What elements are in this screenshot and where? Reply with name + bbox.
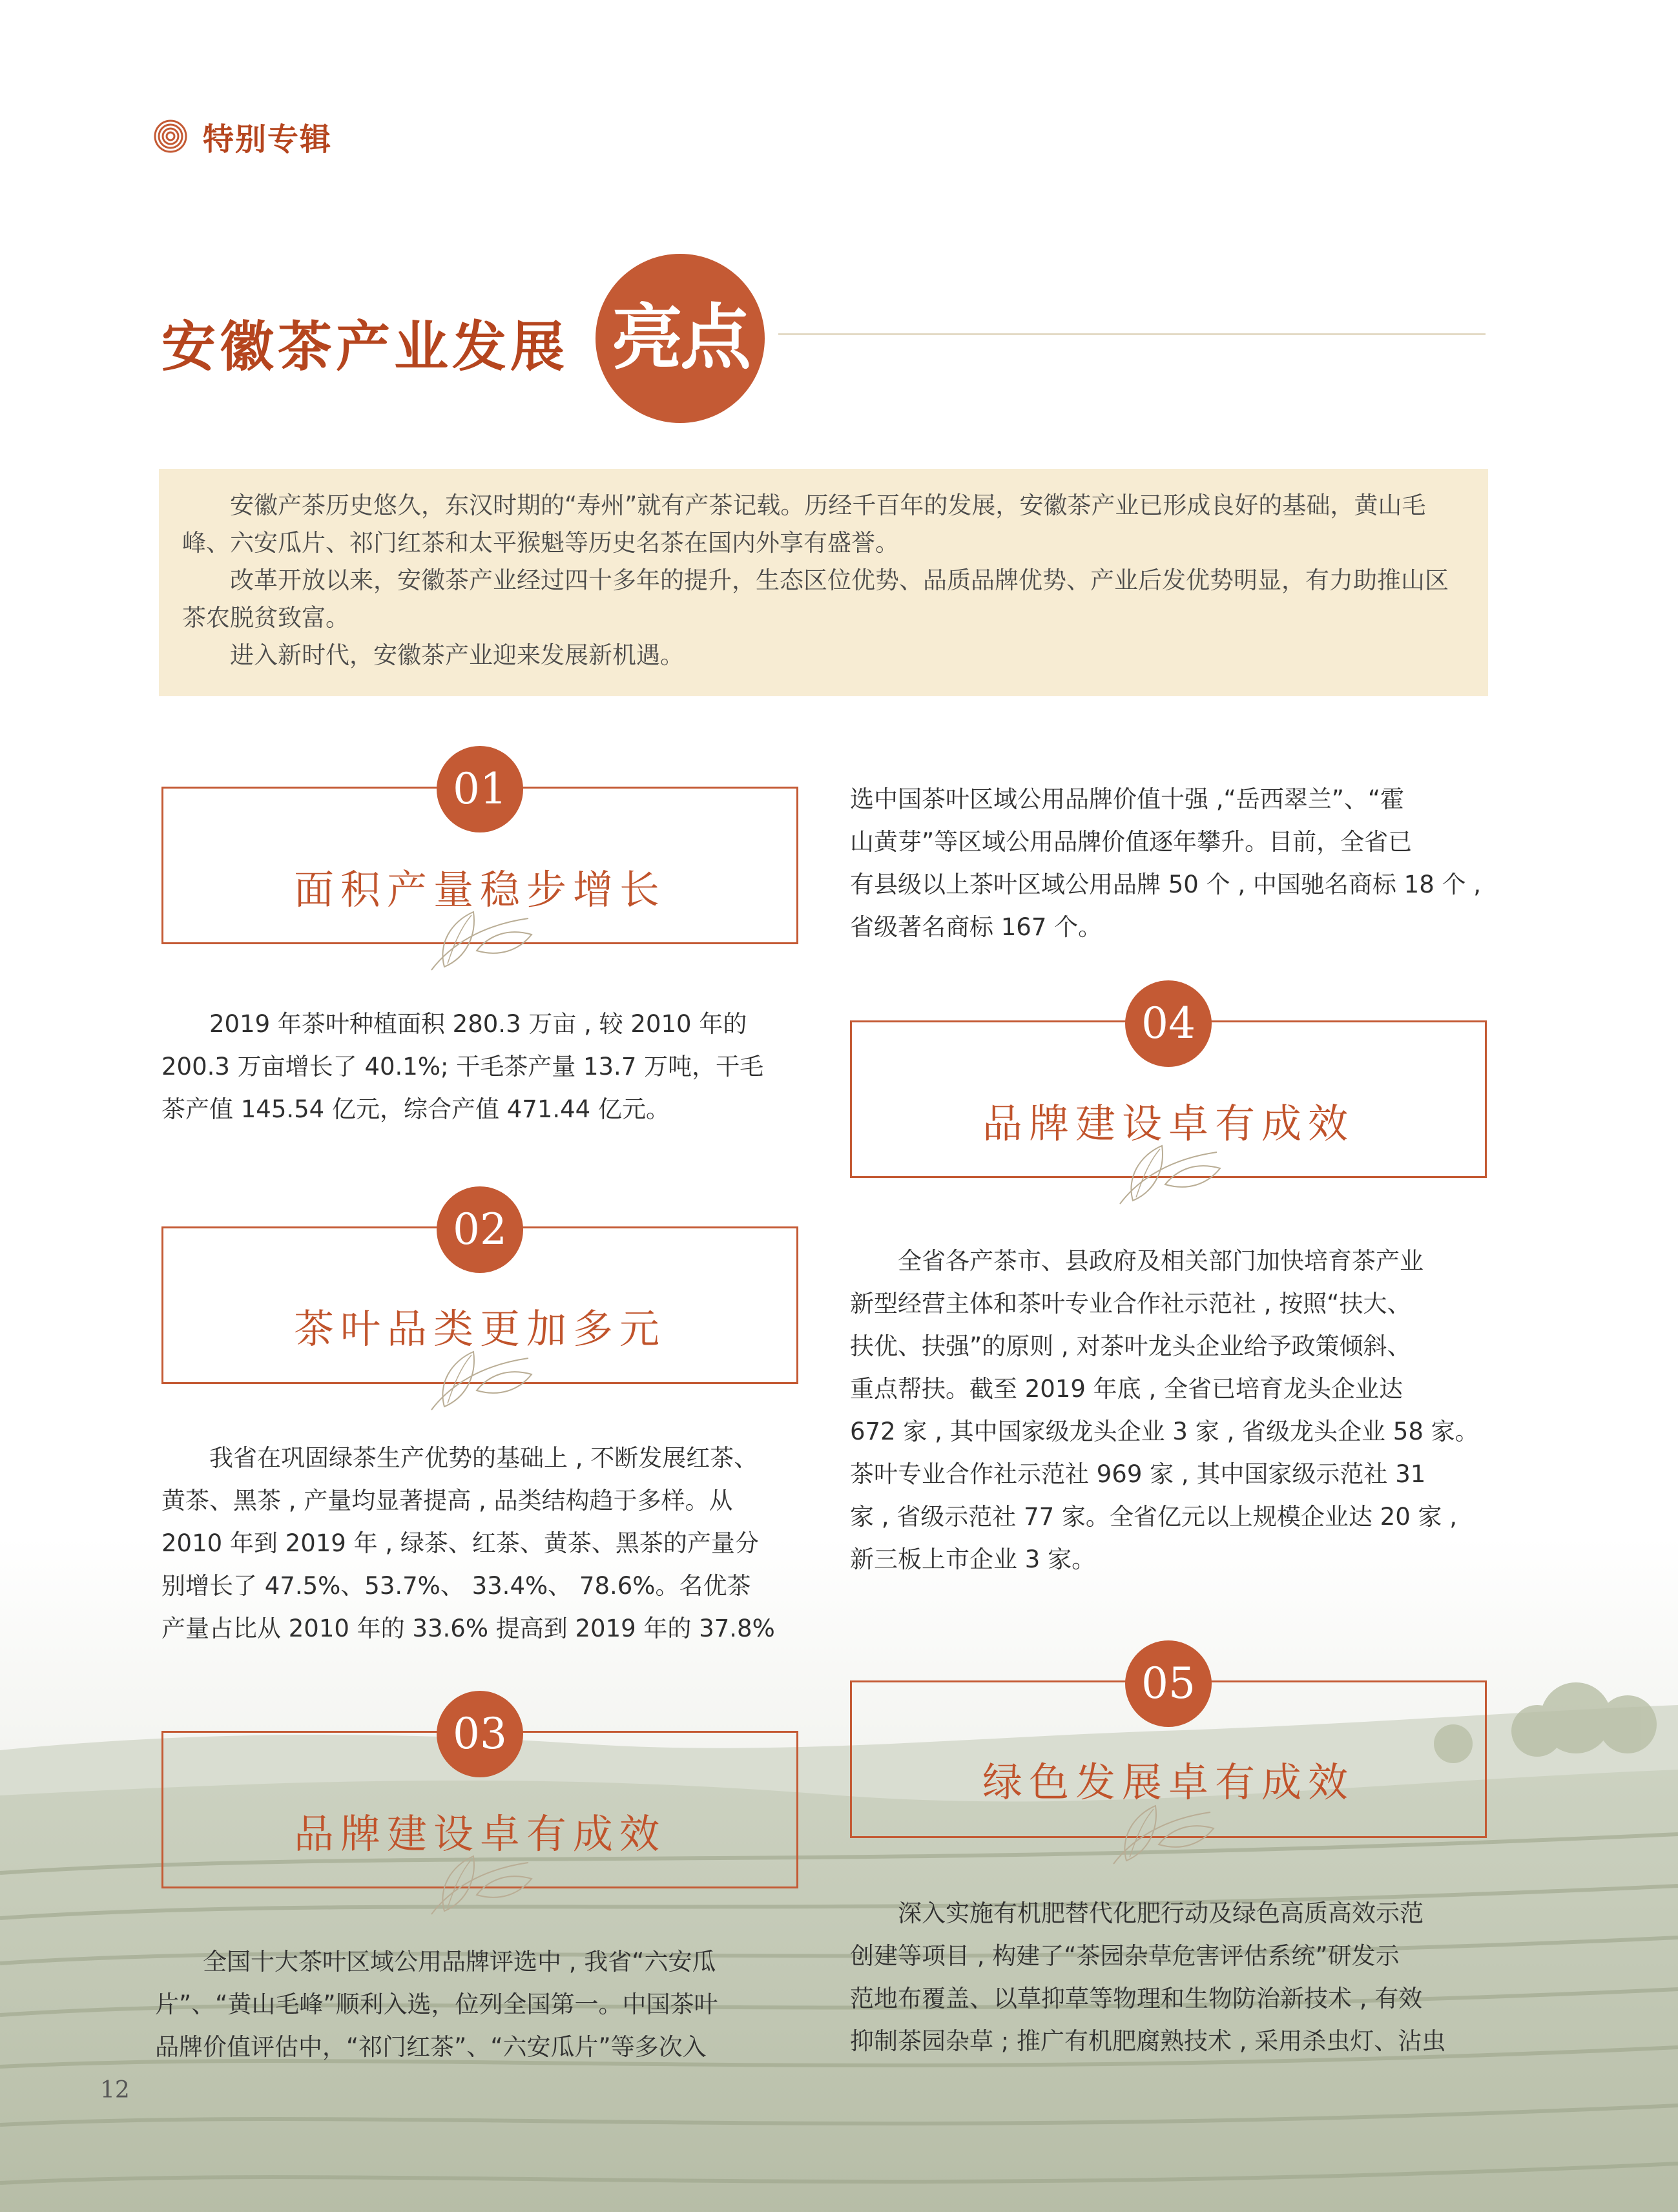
tea-leaf-icon xyxy=(1107,1799,1217,1870)
page-number: 12 xyxy=(100,2077,130,2103)
section-02-number: 02 xyxy=(437,1186,523,1273)
section-01-number: 01 xyxy=(437,746,523,832)
section-01-text: 2019 年茶叶种植面积 280.3 万亩 , 较 2010 年的 200.3 万亩增长了 40.1%; 干毛茶产量 13.7 万吨，干毛 茶产值 145.54 亿元，综合产值 471.44 亿元。 xyxy=(161,1010,764,1123)
section-01-title: 面积产量稳步增长 xyxy=(293,866,666,913)
tea-leaf-icon xyxy=(425,1850,535,1921)
section-05-text: 深入实施有机肥替代化肥行动及绿色高质高效示范 创建等项目 , 构建了“茶园杂草危害评估系统”研发示 范地布覆盖、以草抑草等物理和生物防治新技术 , 有效 抑制茶园杂草 ; 推广有机肥腐熟技术 , 采用杀虫灯、沾虫 xyxy=(850,1899,1446,2055)
section-label: 特别专辑 xyxy=(203,121,333,158)
section-05-title: 绿色发展卓有成效 xyxy=(982,1759,1354,1806)
title-highlight: 亮点 xyxy=(612,296,749,379)
section-02-title: 茶叶品类更加多元 xyxy=(293,1305,666,1352)
section-03-continued-text: 选中国茶叶区域公用品牌价值十强 ,“岳西翠兰”、“霍 山黄芽”等区域公用品牌价值逐年攀升。目前，全省已 有县级以上茶叶区域公用品牌 50 个 , 中国驰名商标 18 个 , 省级著名商标 167 个。 xyxy=(850,785,1482,941)
section-04-text: 全省各产茶市、县政府及相关部门加快培育茶产业 新型经营主体和茶叶专业合作社示范社 , 按照“扶大、 扶优、扶强”的原则 , 对茶叶龙头企业给予政策倾斜、 重点帮扶。截至 2019 年底 , 全省已培育龙头企业达 672 家 , 其中国家级龙头企业 3 家 , 省级龙头企业 58 家。 茶叶专业合作社示范社 969 家 , 其中国家级示范社 31 家 , 省级示范社 77 家。全省亿元以上规模企业达 20 家 , 新三板上市企业 3 家。 xyxy=(850,1247,1479,1573)
tea-leaf-icon xyxy=(425,1345,535,1416)
section-05-number: 05 xyxy=(1125,1640,1212,1727)
section-03-text: 全国十大茶叶区域公用品牌评选中 , 我省“六安瓜 片”、“黄山毛峰”顺利入选，位列全国第一。中国茶叶 品牌价值评估中，“祁门红茶”、“六安瓜片”等多次入 xyxy=(155,1948,718,2061)
tea-leaf-icon xyxy=(1113,1139,1223,1210)
tea-leaf-icon xyxy=(425,905,535,977)
section-04-title: 品牌建设卓有成效 xyxy=(982,1100,1354,1147)
section-header xyxy=(154,114,332,159)
section-03-number: 03 xyxy=(437,1691,523,1777)
intro-paragraph: 安徽产茶历史悠久，东汉时期的“寿州”就有产茶记载。历经千百年的发展，安徽茶产业已形成良好的基础，黄山毛峰、六安瓜片、祁门红茶和太平猴魁等历史名茶在国内外享有盛誉。 xyxy=(182,491,1426,557)
intro-box xyxy=(159,469,1488,696)
section-03-title: 品牌建设卓有成效 xyxy=(293,1810,666,1857)
intro-paragraph: 进入新时代，安徽茶产业迎来发展新机遇。 xyxy=(230,641,684,669)
section-04-number: 04 xyxy=(1125,980,1212,1067)
title-divider xyxy=(778,333,1486,335)
section-02-text: 我省在巩固绿茶生产优势的基础上 , 不断发展红茶、 黄茶、黑茶 , 产量均显著提高 , 品类结构趋于多样。从 2010 年到 2019 年 , 绿茶、红茶、黄茶、黑茶的产量分 别增长了 47.5%、53.7%、 33.4%、 78.6%。名优茶 产量占比从 2010 年的 33.6% 提高到 2019 年的 37.8% xyxy=(161,1444,775,1642)
intro-paragraph: 改革开放以来，安徽茶产业经过四十多年的提升，生态区位优势、品质品牌优势、产业后发优势明显，有力助推山区茶农脱贫致富。 xyxy=(182,566,1449,632)
spiral-icon xyxy=(154,119,187,153)
page-title: 安徽茶产业发展 xyxy=(161,315,569,378)
